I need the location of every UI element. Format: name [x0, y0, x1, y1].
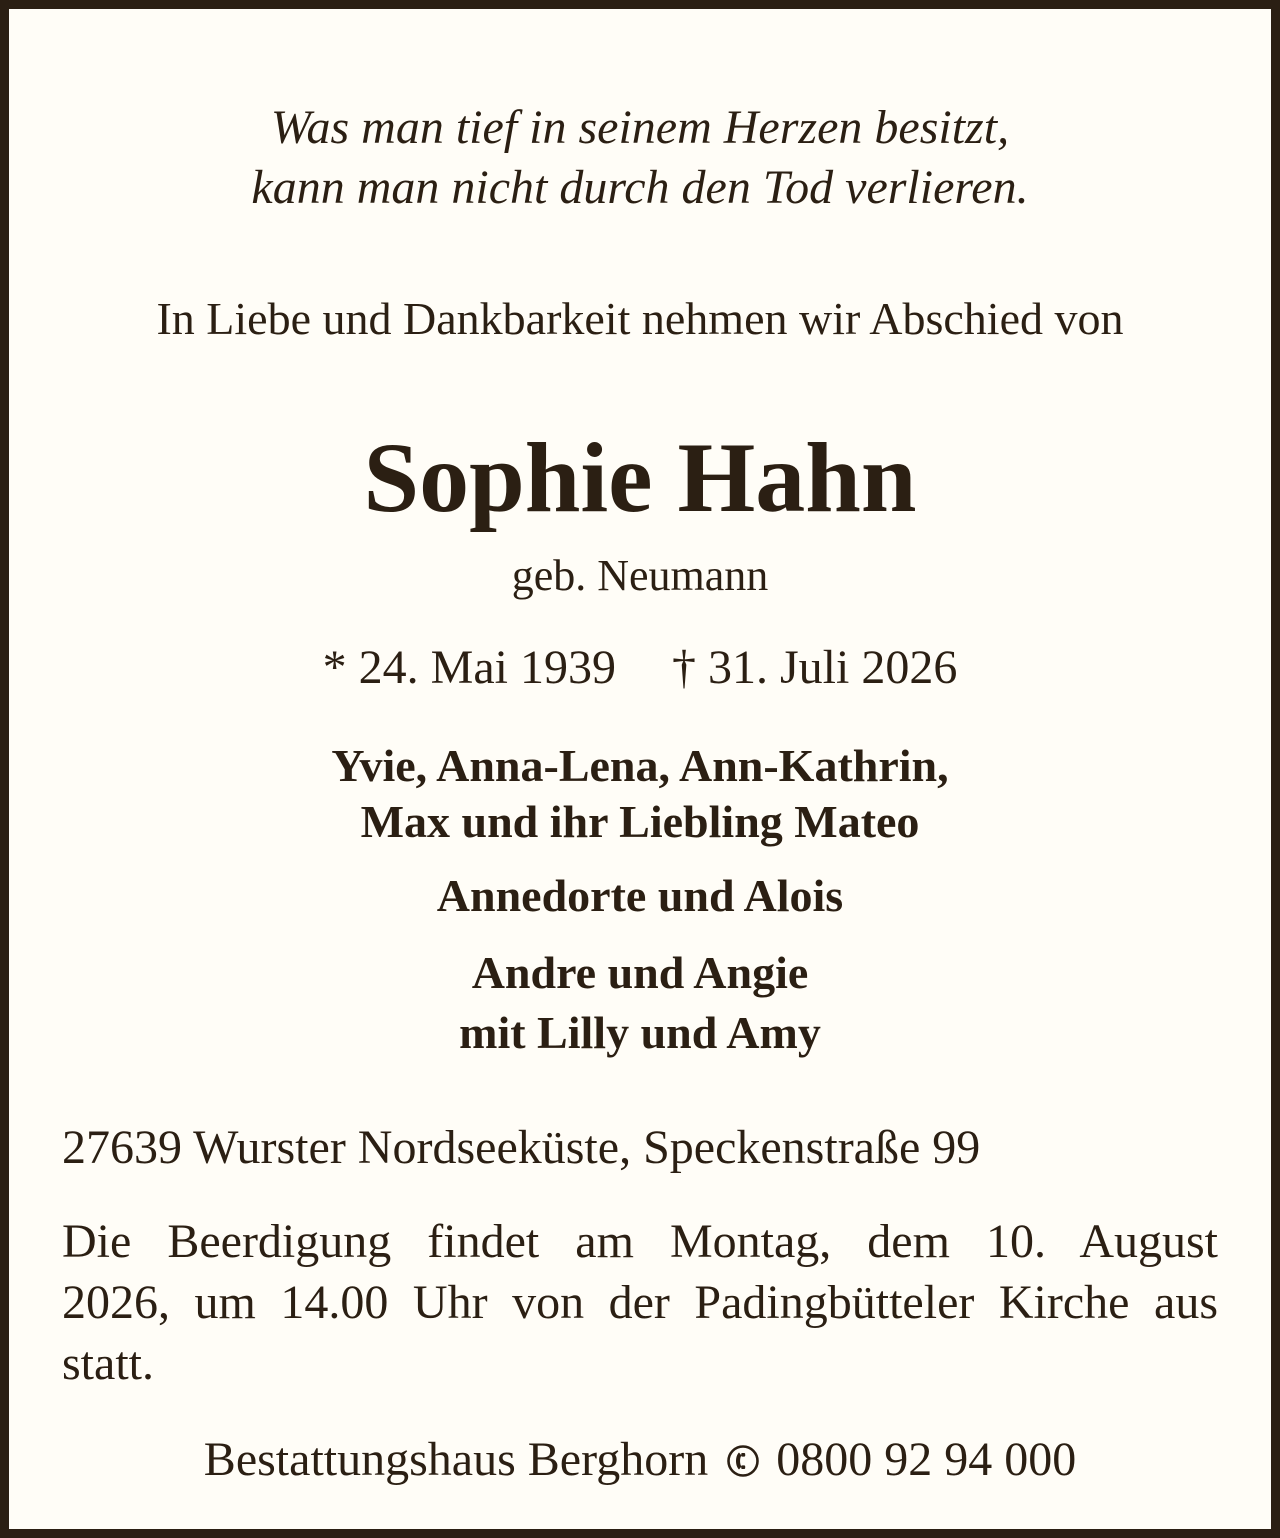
mourner-line: mit Lilly und Amy — [459, 1007, 821, 1058]
mourner-line: Andre und Angie — [471, 947, 809, 998]
mourner-line: Yvie, Anna-Lena, Ann-Kathrin, — [331, 740, 949, 791]
motto-line-2: kann man nicht durch den Tod verlieren. — [251, 161, 1029, 214]
motto-line-1: Was man tief in seinem Herzen besitzt, — [270, 101, 1010, 154]
mourner-line: Max und ihr Liebling Mateo — [360, 796, 920, 847]
funeral-notice-line: 2026, um 14.00 Uhr von der Padingbütteler Kirche aus — [62, 1276, 1218, 1329]
undertaker-name: Bestattungshaus Berghorn — [203, 1433, 709, 1486]
undertaker-footer — [0, 1433, 1280, 1486]
funeral-notice-line: statt. — [62, 1337, 154, 1390]
mourner-line: Annedorte und Alois — [436, 870, 844, 921]
phone-number: 0800 92 94 000 — [776, 1433, 1077, 1486]
maiden-name: geb. Neumann — [511, 551, 769, 600]
death-date: † 31. Juli 2026 — [671, 641, 958, 694]
funeral-notice-line: Die Beerdigung findet am Montag, dem 10. August — [62, 1215, 1218, 1268]
family-address: 27639 Wurster Nordseeküste, Speckenstraße 99 — [62, 1121, 981, 1174]
life-dates — [0, 641, 1280, 694]
birth-date: * 24. Mai 1939 — [322, 641, 616, 694]
intro-text: In Liebe und Dankbarkeit nehmen wir Abschied von — [156, 293, 1124, 344]
telephone-icon — [726, 1439, 760, 1473]
deceased-name: Sophie Hahn — [363, 422, 917, 533]
